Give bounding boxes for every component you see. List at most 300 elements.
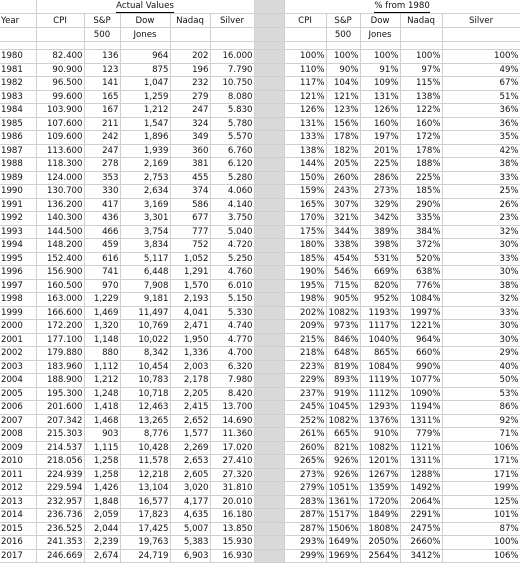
value-cell[interactable]: 381 — [170, 158, 210, 172]
value-cell[interactable]: 3,020 — [170, 482, 210, 496]
value-cell[interactable]: 3.750 — [210, 212, 254, 226]
value-cell[interactable]: 150% — [284, 171, 326, 185]
header-cell[interactable]: Nadaq — [400, 14, 442, 28]
value-cell[interactable]: 13,265 — [120, 414, 170, 428]
value-cell[interactable]: 209% — [284, 320, 326, 334]
value-cell[interactable]: 1,052 — [170, 252, 210, 266]
value-cell[interactable]: 4.700 — [210, 347, 254, 361]
value-cell[interactable]: 252% — [284, 414, 326, 428]
value-cell[interactable]: 247 — [170, 104, 210, 118]
value-cell[interactable]: 260% — [326, 171, 360, 185]
value-cell[interactable]: 175% — [284, 225, 326, 239]
spacer-cell[interactable] — [254, 509, 284, 523]
value-cell[interactable]: 2,003 — [170, 360, 210, 374]
value-cell[interactable]: 287% — [284, 522, 326, 536]
year-cell[interactable]: 1997 — [0, 279, 36, 293]
cell[interactable] — [0, 0, 36, 14]
value-cell[interactable]: 201% — [360, 144, 400, 158]
spacer-cell[interactable] — [254, 306, 284, 320]
value-cell[interactable]: 25% — [442, 185, 520, 199]
value-cell[interactable]: 225% — [400, 171, 442, 185]
value-cell[interactable]: 279% — [284, 482, 326, 496]
spacer-cell[interactable] — [254, 104, 284, 118]
value-cell[interactable]: 1,212 — [120, 104, 170, 118]
year-cell[interactable]: 2015 — [0, 522, 36, 536]
value-cell[interactable]: 197% — [360, 131, 400, 145]
value-cell[interactable]: 185% — [400, 185, 442, 199]
value-cell[interactable]: 19,763 — [120, 536, 170, 550]
value-cell[interactable]: 1376% — [360, 414, 400, 428]
value-cell[interactable]: 1051% — [326, 482, 360, 496]
value-cell[interactable]: 245% — [284, 401, 326, 415]
value-cell[interactable]: 1084% — [400, 293, 442, 307]
value-cell[interactable]: 247 — [84, 144, 120, 158]
value-cell[interactable]: 211 — [84, 117, 120, 131]
value-cell[interactable]: 1,469 — [84, 306, 120, 320]
value-cell[interactable]: 353 — [84, 171, 120, 185]
value-cell[interactable]: 1090% — [400, 387, 442, 401]
value-cell[interactable]: 1194% — [400, 401, 442, 415]
value-cell[interactable]: 5.330 — [210, 306, 254, 320]
value-cell[interactable]: 8.420 — [210, 387, 254, 401]
value-cell[interactable]: 53% — [442, 387, 520, 401]
year-cell[interactable]: 2003 — [0, 360, 36, 374]
spacer-cell[interactable] — [254, 239, 284, 253]
value-cell[interactable]: 2,169 — [120, 158, 170, 172]
value-cell[interactable]: 1112% — [360, 387, 400, 401]
year-cell[interactable]: 1984 — [0, 104, 36, 118]
spacer-cell[interactable] — [254, 482, 284, 496]
value-cell[interactable]: 14.690 — [210, 414, 254, 428]
value-cell[interactable]: 2,652 — [170, 414, 210, 428]
year-cell[interactable]: 1991 — [0, 198, 36, 212]
value-cell[interactable]: 165 — [84, 90, 120, 104]
value-cell[interactable]: 126% — [284, 104, 326, 118]
value-cell[interactable]: 1082% — [326, 414, 360, 428]
value-cell[interactable]: 50% — [442, 374, 520, 388]
value-cell[interactable]: 178% — [400, 144, 442, 158]
value-cell[interactable]: 35% — [442, 131, 520, 145]
value-cell[interactable]: 372% — [400, 239, 442, 253]
value-cell[interactable]: 207.342 — [36, 414, 84, 428]
value-cell[interactable]: 3412% — [400, 549, 442, 563]
value-cell[interactable]: 16,577 — [120, 495, 170, 509]
value-cell[interactable]: 138% — [400, 90, 442, 104]
value-cell[interactable]: 875 — [120, 63, 170, 77]
value-cell[interactable]: 436 — [84, 212, 120, 226]
value-cell[interactable]: 293% — [284, 536, 326, 550]
spacer-cell[interactable] — [254, 198, 284, 212]
value-cell[interactable]: 261% — [284, 428, 326, 442]
year-cell[interactable]: 2008 — [0, 428, 36, 442]
value-cell[interactable]: 10,454 — [120, 360, 170, 374]
value-cell[interactable]: 1506% — [326, 522, 360, 536]
spacer-cell[interactable] — [254, 360, 284, 374]
value-cell[interactable]: 13,104 — [120, 482, 170, 496]
value-cell[interactable]: 777 — [170, 225, 210, 239]
year-cell[interactable]: 2012 — [0, 482, 36, 496]
value-cell[interactable]: 952% — [360, 293, 400, 307]
value-cell[interactable]: 1361% — [326, 495, 360, 509]
value-cell[interactable]: 201.600 — [36, 401, 84, 415]
value-cell[interactable]: 616 — [84, 252, 120, 266]
spacer-cell[interactable] — [254, 144, 284, 158]
value-cell[interactable]: 389% — [360, 225, 400, 239]
value-cell[interactable]: 91% — [360, 63, 400, 77]
value-cell[interactable]: 10.750 — [210, 77, 254, 91]
value-cell[interactable]: 1288% — [400, 468, 442, 482]
spacer-cell[interactable] — [254, 455, 284, 469]
year-cell[interactable]: 1992 — [0, 212, 36, 226]
header-cell[interactable]: CPI — [284, 14, 326, 28]
value-cell[interactable]: 106% — [442, 549, 520, 563]
year-cell[interactable]: 1999 — [0, 306, 36, 320]
spacer-cell[interactable] — [254, 117, 284, 131]
value-cell[interactable]: 188.900 — [36, 374, 84, 388]
value-cell[interactable]: 99.600 — [36, 90, 84, 104]
value-cell[interactable]: 36% — [442, 104, 520, 118]
value-cell[interactable]: 1119% — [360, 374, 400, 388]
value-cell[interactable]: 144% — [284, 158, 326, 172]
value-cell[interactable]: 1997% — [400, 306, 442, 320]
value-cell[interactable]: 893% — [326, 374, 360, 388]
value-cell[interactable]: 121% — [326, 90, 360, 104]
value-cell[interactable]: 990% — [400, 360, 442, 374]
value-cell[interactable]: 398% — [360, 239, 400, 253]
value-cell[interactable]: 32% — [442, 293, 520, 307]
value-cell[interactable]: 167 — [84, 104, 120, 118]
value-cell[interactable]: 4,041 — [170, 306, 210, 320]
value-cell[interactable]: 1720% — [360, 495, 400, 509]
value-cell[interactable]: 10,428 — [120, 441, 170, 455]
value-cell[interactable]: 5.040 — [210, 225, 254, 239]
value-cell[interactable]: 27.410 — [210, 455, 254, 469]
value-cell[interactable]: 10,022 — [120, 333, 170, 347]
value-cell[interactable]: 2050% — [360, 536, 400, 550]
value-cell[interactable]: 123 — [84, 63, 120, 77]
header-cell[interactable]: Jones — [360, 28, 400, 42]
value-cell[interactable]: 2,674 — [84, 549, 120, 563]
value-cell[interactable]: 172% — [400, 131, 442, 145]
spacer-cell[interactable] — [254, 171, 284, 185]
value-cell[interactable]: 180% — [284, 239, 326, 253]
value-cell[interactable]: 4,177 — [170, 495, 210, 509]
spacer-cell[interactable] — [254, 522, 284, 536]
value-cell[interactable]: 454% — [326, 252, 360, 266]
value-cell[interactable]: 30% — [442, 266, 520, 280]
year-cell[interactable]: 2004 — [0, 374, 36, 388]
value-cell[interactable]: 741 — [84, 266, 120, 280]
value-cell[interactable]: 11,578 — [120, 455, 170, 469]
value-cell[interactable]: 100% — [360, 50, 400, 64]
value-cell[interactable]: 846% — [326, 333, 360, 347]
spacer-cell[interactable] — [254, 279, 284, 293]
value-cell[interactable]: 172.200 — [36, 320, 84, 334]
spacer-cell[interactable] — [254, 293, 284, 307]
value-cell[interactable]: 265% — [284, 455, 326, 469]
value-cell[interactable]: 90.900 — [36, 63, 84, 77]
value-cell[interactable]: 1193% — [360, 306, 400, 320]
value-cell[interactable]: 1808% — [360, 522, 400, 536]
value-cell[interactable]: 4,635 — [170, 509, 210, 523]
value-cell[interactable]: 36% — [442, 117, 520, 131]
spacer-cell[interactable] — [254, 320, 284, 334]
value-cell[interactable]: 2064% — [400, 495, 442, 509]
value-cell[interactable]: 1045% — [326, 401, 360, 415]
year-cell[interactable]: 1987 — [0, 144, 36, 158]
value-cell[interactable]: 92% — [442, 414, 520, 428]
value-cell[interactable]: 1,229 — [84, 293, 120, 307]
value-cell[interactable]: 1121% — [400, 441, 442, 455]
value-cell[interactable]: 321% — [326, 212, 360, 226]
spacer-cell[interactable] — [254, 347, 284, 361]
year-cell[interactable]: 2002 — [0, 347, 36, 361]
spacer-cell[interactable] — [254, 495, 284, 509]
value-cell[interactable]: 1,336 — [170, 347, 210, 361]
value-cell[interactable]: 100% — [400, 50, 442, 64]
value-cell[interactable]: 196 — [170, 63, 210, 77]
year-cell[interactable]: 1990 — [0, 185, 36, 199]
value-cell[interactable]: 1,291 — [170, 266, 210, 280]
value-cell[interactable]: 2,634 — [120, 185, 170, 199]
value-cell[interactable]: 2,753 — [120, 171, 170, 185]
value-cell[interactable]: 23% — [442, 212, 520, 226]
value-cell[interactable]: 109.600 — [36, 131, 84, 145]
value-cell[interactable]: 1849% — [360, 509, 400, 523]
value-cell[interactable]: 5.830 — [210, 104, 254, 118]
value-cell[interactable]: 273% — [360, 185, 400, 199]
value-cell[interactable]: 133% — [284, 131, 326, 145]
value-cell[interactable]: 1293% — [360, 401, 400, 415]
spacer-cell[interactable] — [254, 212, 284, 226]
value-cell[interactable]: 29% — [442, 347, 520, 361]
value-cell[interactable]: 12,218 — [120, 468, 170, 482]
value-cell[interactable]: 287% — [284, 509, 326, 523]
value-cell[interactable]: 232.957 — [36, 495, 84, 509]
value-cell[interactable]: 4.740 — [210, 320, 254, 334]
value-cell[interactable]: 2,471 — [170, 320, 210, 334]
year-cell[interactable]: 1981 — [0, 63, 36, 77]
header-cell[interactable] — [254, 14, 284, 28]
value-cell[interactable]: 1,320 — [84, 320, 120, 334]
value-cell[interactable]: 2,059 — [84, 509, 120, 523]
value-cell[interactable]: 87% — [442, 522, 520, 536]
value-cell[interactable]: 1,939 — [120, 144, 170, 158]
value-cell[interactable]: 33% — [442, 252, 520, 266]
value-cell[interactable]: 10,769 — [120, 320, 170, 334]
value-cell[interactable]: 100% — [442, 50, 520, 64]
value-cell[interactable]: 1,547 — [120, 117, 170, 131]
value-cell[interactable]: 342% — [360, 212, 400, 226]
value-cell[interactable]: 17,425 — [120, 522, 170, 536]
year-cell[interactable]: 1998 — [0, 293, 36, 307]
value-cell[interactable]: 123% — [326, 104, 360, 118]
year-cell[interactable]: 2014 — [0, 509, 36, 523]
header-cell[interactable]: Dow — [120, 14, 170, 28]
value-cell[interactable]: 86% — [442, 401, 520, 415]
value-cell[interactable]: 6,448 — [120, 266, 170, 280]
spacer-cell[interactable] — [254, 428, 284, 442]
value-cell[interactable]: 16.930 — [210, 549, 254, 563]
year-cell[interactable]: 1995 — [0, 252, 36, 266]
value-cell[interactable]: 2,239 — [84, 536, 120, 550]
cell[interactable] — [254, 0, 284, 14]
value-cell[interactable]: 104% — [326, 77, 360, 91]
year-cell[interactable]: 2017 — [0, 549, 36, 563]
value-cell[interactable]: 6.320 — [210, 360, 254, 374]
value-cell[interactable]: 218% — [284, 347, 326, 361]
value-cell[interactable]: 136 — [84, 50, 120, 64]
value-cell[interactable]: 141 — [84, 77, 120, 91]
value-cell[interactable]: 926% — [326, 468, 360, 482]
value-cell[interactable]: 1,115 — [84, 441, 120, 455]
value-cell[interactable]: 2291% — [400, 509, 442, 523]
value-cell[interactable]: 919% — [326, 387, 360, 401]
header-cell[interactable]: Silver — [442, 14, 520, 28]
year-cell[interactable]: 1996 — [0, 266, 36, 280]
value-cell[interactable]: 124.000 — [36, 171, 84, 185]
spacer-cell[interactable] — [254, 414, 284, 428]
value-cell[interactable]: 16.180 — [210, 509, 254, 523]
value-cell[interactable]: 6.010 — [210, 279, 254, 293]
value-cell[interactable]: 1,426 — [84, 482, 120, 496]
year-cell[interactable]: 1985 — [0, 117, 36, 131]
value-cell[interactable]: 3,169 — [120, 198, 170, 212]
value-cell[interactable]: 779% — [400, 428, 442, 442]
value-cell[interactable]: 1,258 — [84, 455, 120, 469]
value-cell[interactable]: 16.000 — [210, 50, 254, 64]
value-cell[interactable]: 4.760 — [210, 266, 254, 280]
value-cell[interactable]: 10,783 — [120, 374, 170, 388]
value-cell[interactable]: 31.810 — [210, 482, 254, 496]
value-cell[interactable]: 97% — [400, 63, 442, 77]
value-cell[interactable]: 205% — [326, 158, 360, 172]
value-cell[interactable]: 232 — [170, 77, 210, 91]
header-cell[interactable]: CPI — [36, 14, 84, 28]
value-cell[interactable]: 880 — [84, 347, 120, 361]
value-cell[interactable]: 115% — [400, 77, 442, 91]
value-cell[interactable]: 660% — [400, 347, 442, 361]
value-cell[interactable]: 330 — [84, 185, 120, 199]
year-cell[interactable]: 2007 — [0, 414, 36, 428]
value-cell[interactable]: 214.537 — [36, 441, 84, 455]
value-cell[interactable]: 109% — [360, 77, 400, 91]
year-cell[interactable]: 2010 — [0, 455, 36, 469]
value-cell[interactable]: 1077% — [400, 374, 442, 388]
spacer-cell[interactable] — [254, 266, 284, 280]
value-cell[interactable]: 455 — [170, 171, 210, 185]
value-cell[interactable]: 335% — [400, 212, 442, 226]
value-cell[interactable]: 2,605 — [170, 468, 210, 482]
value-cell[interactable]: 1221% — [400, 320, 442, 334]
value-cell[interactable]: 100% — [326, 50, 360, 64]
value-cell[interactable]: 299% — [284, 549, 326, 563]
year-cell[interactable]: 1988 — [0, 158, 36, 172]
value-cell[interactable]: 417 — [84, 198, 120, 212]
value-cell[interactable]: 179.880 — [36, 347, 84, 361]
actual-values-heading[interactable]: Actual Values — [36, 0, 254, 14]
value-cell[interactable]: 246.669 — [36, 549, 84, 563]
value-cell[interactable]: 198% — [284, 293, 326, 307]
header-cell[interactable]: Jones — [120, 28, 170, 42]
value-cell[interactable]: 970 — [84, 279, 120, 293]
value-cell[interactable]: 1084% — [360, 360, 400, 374]
header-cell[interactable]: Dow — [360, 14, 400, 28]
value-cell[interactable]: 138% — [284, 144, 326, 158]
value-cell[interactable]: 2,044 — [84, 522, 120, 536]
value-cell[interactable]: 5,007 — [170, 522, 210, 536]
value-cell[interactable]: 1267% — [360, 468, 400, 482]
value-cell[interactable]: 224.939 — [36, 468, 84, 482]
value-cell[interactable]: 964 — [120, 50, 170, 64]
spacer-cell[interactable] — [254, 441, 284, 455]
value-cell[interactable]: 215.303 — [36, 428, 84, 442]
value-cell[interactable]: 82.400 — [36, 50, 84, 64]
value-cell[interactable]: 178% — [326, 131, 360, 145]
value-cell[interactable]: 5.780 — [210, 117, 254, 131]
value-cell[interactable]: 100% — [284, 50, 326, 64]
value-cell[interactable]: 190% — [284, 266, 326, 280]
value-cell[interactable]: 185% — [284, 252, 326, 266]
value-cell[interactable]: 156.900 — [36, 266, 84, 280]
value-cell[interactable]: 215% — [284, 333, 326, 347]
value-cell[interactable]: 1082% — [326, 306, 360, 320]
value-cell[interactable]: 225% — [360, 158, 400, 172]
value-cell[interactable]: 118.300 — [36, 158, 84, 172]
value-cell[interactable]: 648% — [326, 347, 360, 361]
value-cell[interactable]: 374 — [170, 185, 210, 199]
value-cell[interactable]: 1311% — [400, 414, 442, 428]
value-cell[interactable]: 2564% — [360, 549, 400, 563]
value-cell[interactable]: 286% — [360, 171, 400, 185]
header-cell[interactable] — [210, 28, 254, 42]
value-cell[interactable]: 26% — [442, 198, 520, 212]
header-cell[interactable] — [400, 28, 442, 42]
value-cell[interactable]: 1117% — [360, 320, 400, 334]
year-cell[interactable]: 2001 — [0, 333, 36, 347]
spacer-cell[interactable] — [254, 185, 284, 199]
value-cell[interactable]: 125% — [442, 495, 520, 509]
value-cell[interactable]: 13.700 — [210, 401, 254, 415]
value-cell[interactable]: 2660% — [400, 536, 442, 550]
value-cell[interactable]: 910% — [360, 428, 400, 442]
value-cell[interactable]: 156% — [326, 117, 360, 131]
value-cell[interactable]: 42% — [442, 144, 520, 158]
value-cell[interactable]: 51% — [442, 90, 520, 104]
value-cell[interactable]: 32% — [442, 225, 520, 239]
value-cell[interactable]: 9,181 — [120, 293, 170, 307]
spacer-cell[interactable] — [254, 387, 284, 401]
year-cell[interactable]: 2000 — [0, 320, 36, 334]
value-cell[interactable]: 121% — [284, 90, 326, 104]
value-cell[interactable]: 1,577 — [170, 428, 210, 442]
value-cell[interactable]: 188% — [400, 158, 442, 172]
value-cell[interactable]: 1969% — [326, 549, 360, 563]
value-cell[interactable]: 24,719 — [120, 549, 170, 563]
header-cell[interactable]: S&P — [84, 14, 120, 28]
value-cell[interactable]: 67% — [442, 77, 520, 91]
value-cell[interactable]: 546% — [326, 266, 360, 280]
value-cell[interactable]: 107.600 — [36, 117, 84, 131]
spacer-cell[interactable] — [254, 374, 284, 388]
value-cell[interactable]: 17,823 — [120, 509, 170, 523]
value-cell[interactable]: 520% — [400, 252, 442, 266]
value-cell[interactable]: 669% — [360, 266, 400, 280]
value-cell[interactable]: 926% — [326, 455, 360, 469]
value-cell[interactable]: 1,896 — [120, 131, 170, 145]
year-cell[interactable]: 2011 — [0, 468, 36, 482]
header-cell[interactable] — [0, 28, 36, 42]
